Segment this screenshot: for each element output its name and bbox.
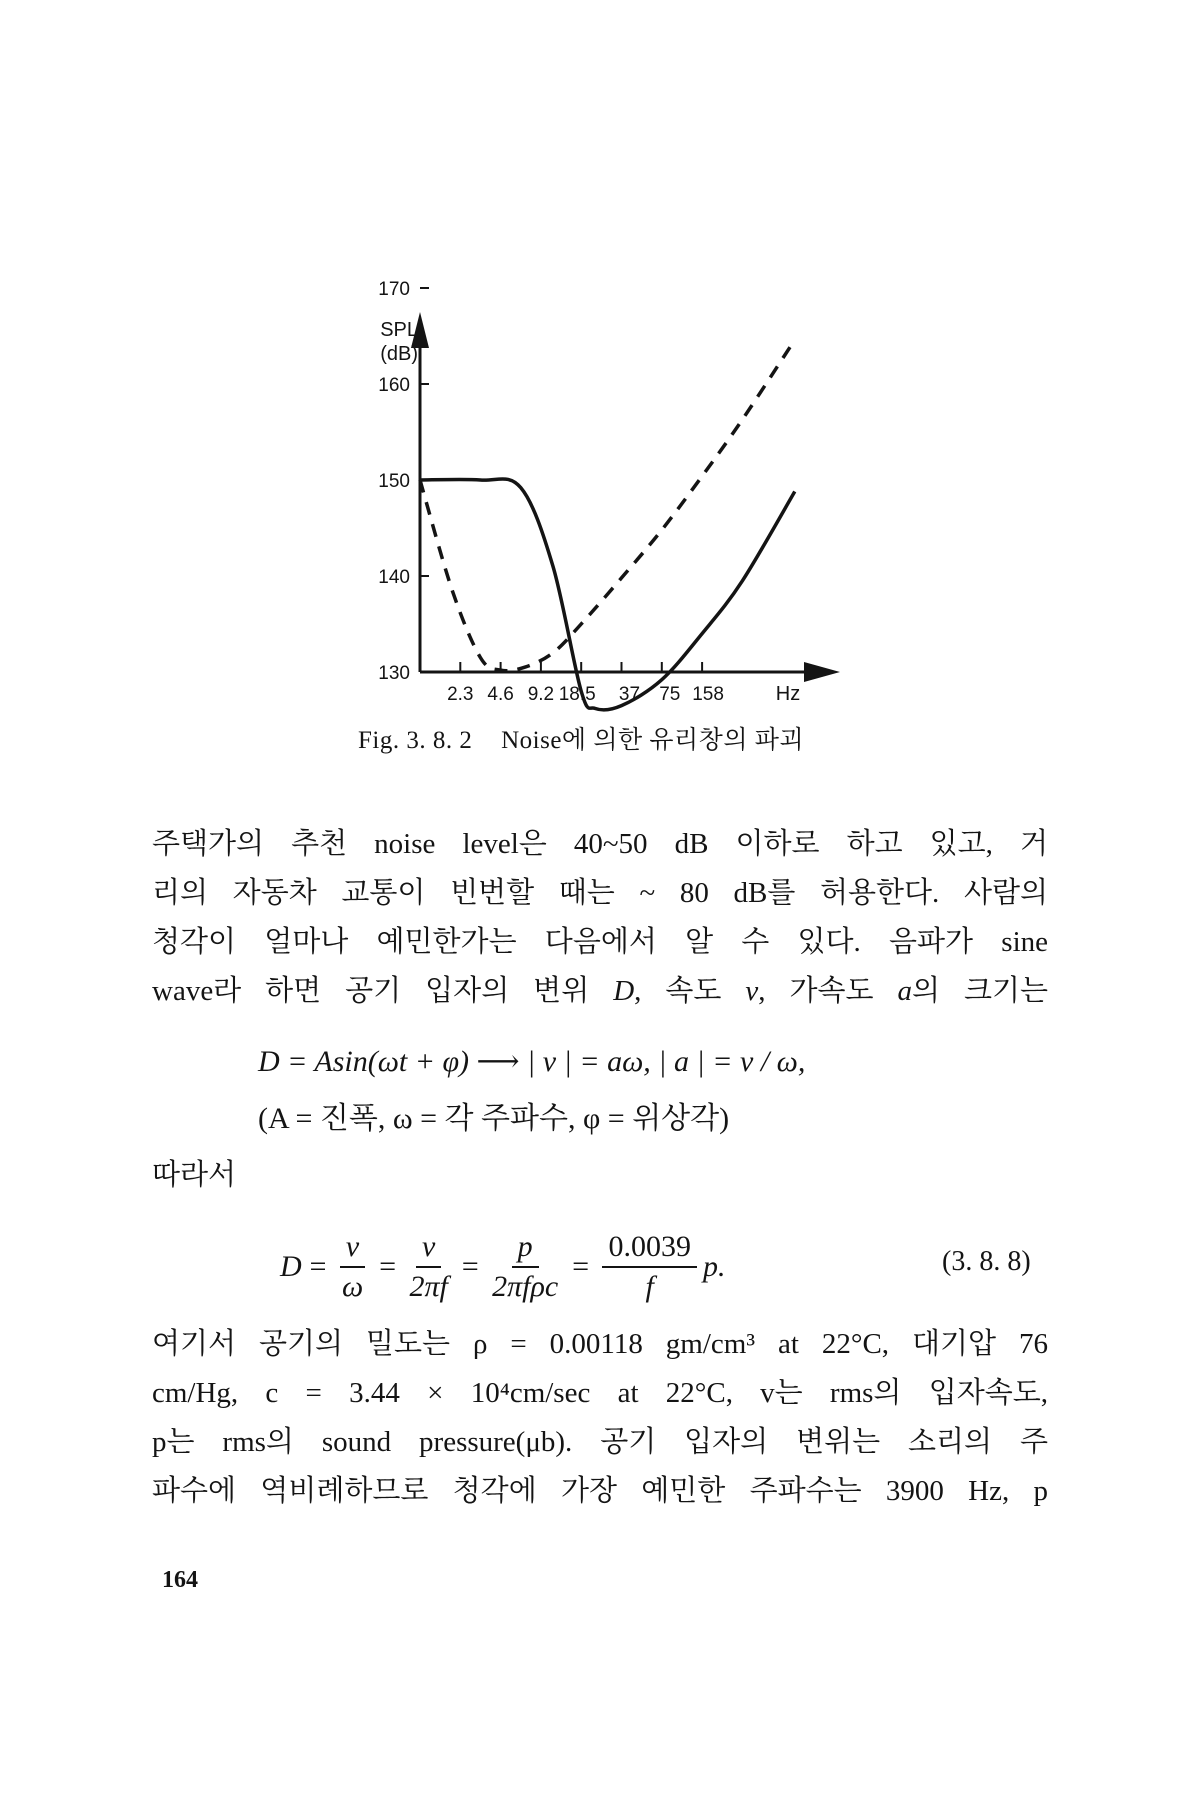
x-tick-label: 158 [692, 684, 724, 705]
x-tick-label: 37 [618, 684, 641, 705]
chart-series [420, 340, 795, 710]
paragraph-line: 여기서 공기의 밀도는 ρ = 0.00118 gm/cm³ at 22°C, 대기압 76 [152, 1328, 1048, 1360]
y-axis-label-db: (dB) [380, 343, 418, 365]
paragraph-line: cm/Hg, c = 3.44 × 10⁴cm/sec at 22°C, v는 rms의 입자속도, [152, 1377, 1048, 1409]
fraction-v-2pif: $\frac{v}{2\pi f}$ [409, 1230, 448, 1303]
x-axis-arrow [804, 662, 840, 682]
figure-caption [358, 720, 804, 756]
x-tick-label: 18.5 [558, 684, 596, 705]
paragraph-line: 파수에 역비례하므로 청각에 가장 예민한 주파수는 3900 Hz, p [152, 1475, 1048, 1507]
paragraph-noise-level [152, 820, 1048, 1016]
figure-caption-text: Noise에 의한 유리창의 파괴 [501, 727, 805, 754]
x-tick-label: 75 [659, 684, 681, 705]
eq-tail: p. [702, 1250, 726, 1283]
y-tick-label: 160 [378, 375, 410, 396]
paragraph-line: wave라 하면 공기 입자의 변위 D, 속도 v, 가속도 a의 크기는 [152, 975, 1048, 1007]
equation-definitions: (A = 진폭, ω = 각 주파수, φ = 위상각) [258, 1102, 730, 1135]
eq-equals: = [377, 1250, 398, 1283]
paragraph-line: 주택가의 추천 noise level은 40~50 dB 이하로 하고 있고, 거 [152, 828, 1048, 860]
y-tick-label: 170 [378, 279, 410, 300]
y-tick-label: 140 [378, 567, 410, 588]
x-tick-label: 2.3 [447, 684, 474, 705]
y-tick-label: 150 [378, 471, 410, 492]
x-tick-label: 9.2 [527, 684, 555, 705]
paragraph-air-density [152, 1320, 1048, 1516]
figure-caption-number: Fig. 3. 8. 2 [358, 727, 473, 754]
equation-displacement: D = Asin(ωt + φ) ⟶ | v | = aω, | a | = v / ω, [258, 1045, 806, 1078]
fraction-p-2pifrhoc: $\frac{p}{\text{2πfρc}}$ [492, 1230, 559, 1303]
x-axis-ticks [447, 662, 724, 705]
therefore-text: 따라서 [152, 1159, 237, 1191]
equation-3-8-8 [280, 1222, 725, 1312]
fraction-0039-f: $\frac{0.0039}{f}$ [602, 1230, 697, 1304]
eq-equals: = [307, 1250, 328, 1283]
spl-chart [0, 0, 1200, 760]
eq-equals: = [570, 1250, 591, 1283]
page-number: 164 [162, 1567, 198, 1593]
fraction-v-omega: $\frac{v}{\omega}$ [340, 1230, 365, 1304]
paragraph-line: 리의 자동차 교통이 빈번할 때는 ~ 80 dB를 허용한다. 사람의 [152, 877, 1048, 909]
series-dashed-line [420, 340, 795, 671]
eq-lhs: D [280, 1250, 302, 1283]
equation-number: (3. 8. 8) [942, 1246, 1031, 1277]
y-tick-label: 130 [378, 663, 410, 684]
x-axis-label-hz: Hz [775, 683, 801, 705]
y-axis-label-spl: SPL [380, 319, 418, 341]
paragraph-line: 청각이 얼마나 예민한가는 다음에서 알 수 있다. 음파가 sine [152, 926, 1048, 958]
x-tick-label: 4.6 [487, 684, 514, 705]
eq-equals: = [459, 1250, 481, 1283]
paragraph-line: p는 rms의 sound pressure(μb). 공기 입자의 변위는 소리의 주 [152, 1426, 1048, 1458]
